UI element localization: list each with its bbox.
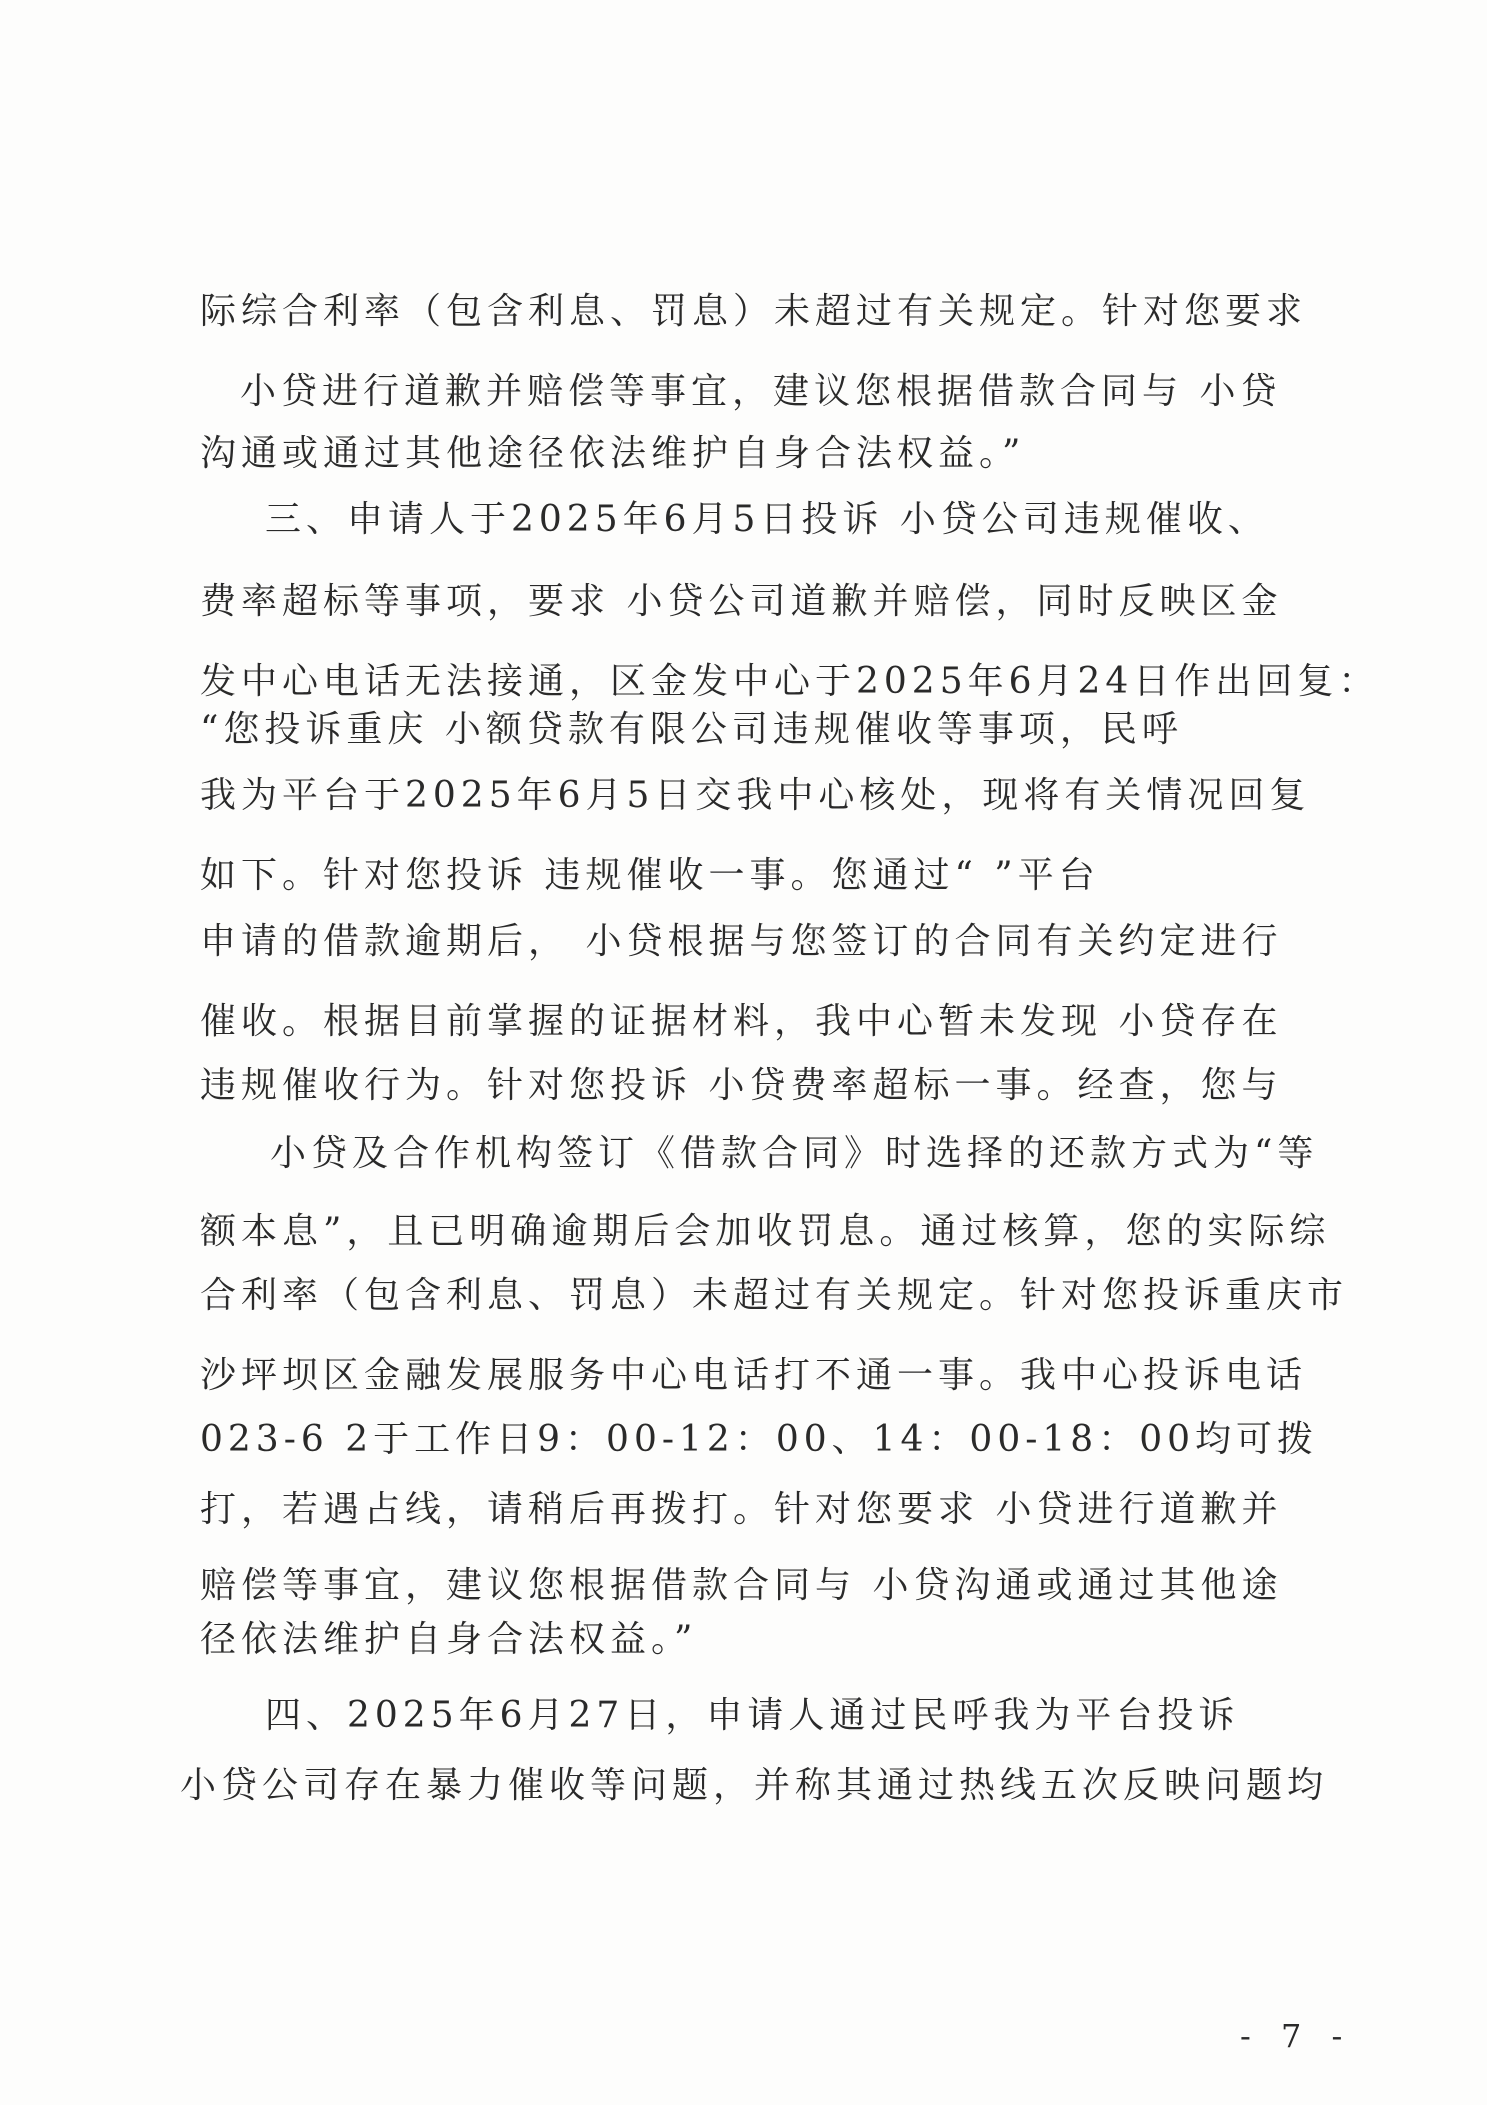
text-line: 额本息”，且已明确逾期后会加收罚息。通过核算，您的实际综 [200, 1211, 1331, 1252]
text-line: 023-6 2于工作日9：00-12：00、14：00-18：00均可拨 [200, 1419, 1319, 1460]
text-line: 我为平台于2025年6月5日交我中心核处，现将有关情况回复 [200, 775, 1311, 816]
page-number: - 7 - [1240, 2017, 1353, 2055]
text-line: 小贷进行道歉并赔偿等事宜，建议您根据借款合同与 小贷 [240, 371, 1282, 412]
text-line: “您投诉重庆 小额贷款有限公司违规催收等事项，民呼 [200, 709, 1183, 750]
text-line: 赔偿等事宜，建议您根据借款合同与 小贷沟通或通过其他途 [200, 1565, 1283, 1606]
text-line: 如下。针对您投诉 违规催收一事。您通过“ ”平台 [200, 855, 1100, 896]
text-line: 违规催收行为。针对您投诉 小贷费率超标一事。经查，您与 [200, 1065, 1283, 1106]
text-line: 小贷及合作机构签订《借款合同》时选择的还款方式为“等 [270, 1133, 1319, 1174]
text-line: 径依法维护自身合法权益。” [200, 1619, 698, 1660]
text-line: 四、2025年6月27日，申请人通过民呼我为平台投诉 [265, 1695, 1240, 1736]
text-line: 沙坪坝区金融发展服务中心电话打不通一事。我中心投诉电话 [200, 1355, 1308, 1396]
text-line: 打，若遇占线，请稍后再拨打。针对您要求 小贷进行道歉并 [200, 1489, 1283, 1530]
text-line: 小贷公司存在暴力催收等问题，并称其通过热线五次反映问题均 [180, 1765, 1329, 1806]
text-line: 申请的借款逾期后， 小贷根据与您签订的合同有关约定进行 [200, 921, 1283, 962]
text-line: 发中心电话无法接通，区金发中心于2025年6月24日作出回复： [200, 661, 1380, 702]
text-line: 合利率（包含利息、罚息）未超过有关规定。针对您投诉重庆市 [200, 1275, 1349, 1316]
text-line: 沟通或通过其他途径依法维护自身合法权益。” [200, 433, 1026, 474]
text-line: 三、申请人于2025年6月5日投诉 小贷公司违规催收、 [265, 499, 1269, 540]
text-line: 费率超标等事项，要求 小贷公司道歉并赔偿，同时反映区金 [200, 581, 1283, 622]
text-line: 际综合利率（包含利息、罚息）未超过有关规定。针对您要求 [200, 291, 1308, 332]
text-line: 催收。根据目前掌握的证据材料，我中心暂未发现 小贷存在 [200, 1001, 1283, 1042]
